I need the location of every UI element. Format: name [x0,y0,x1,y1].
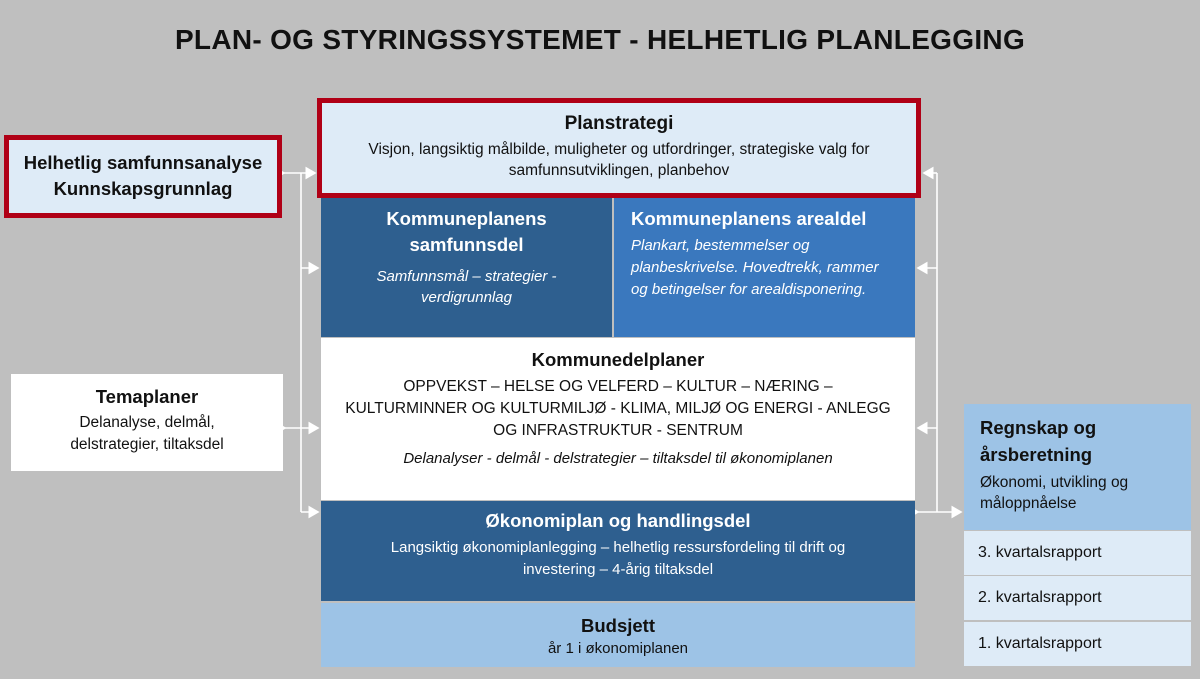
planstrategi-box [317,98,921,198]
kommunedelplaner-heading: Kommunedelplaner [531,349,705,370]
samfunnsdel-text: Samfunnsmål – strategier - verdigrunnlag [376,268,557,306]
okonomiplan-text: Langsiktig økonomiplanlegging – helhetlig ressursfordeling til drift og investering – 4-årig tiltaksdel [390,539,846,578]
regnskap-box [964,404,1191,530]
kvartalsrapport-1: 1. kvartalsrapport [964,622,1191,666]
samfunnsdel-box [321,198,612,337]
kommunedelplaner-box [321,338,915,500]
kommunedelplaner-text: OPPVEKST – HELSE OG VELFERD – KULTUR – NÆRING – KULTURMINNER OG KULTURMILJØ - KLIMA, MILJØ OG ENERGI - ANLEGG OG INFRASTRUKTUR - SENTRUM [345,378,891,439]
planstrategi-text: Visjon, langsiktig målbilde, muligheter og utfordringer, strategiske valg for samfunnsutviklingen, planbehov [368,141,870,179]
kvartalsrapport-2: 2. kvartalsrapport [964,576,1191,620]
samfunnsanalyse-line1: Helhetlig samfunnsanalyse [23,152,263,173]
kommunedelplaner-subtext: Delanalyser - delmål - delstrategier – tiltaksdel til økonomiplanen [403,450,833,467]
kvartalsrapport-3: 3. kvartalsrapport [964,531,1191,575]
arealdel-heading: Kommuneplanens arealdel [631,208,867,229]
okonomiplan-heading: Økonomiplan og handlingsdel [485,510,751,531]
samfunnsdel-heading: Kommuneplanens samfunnsdel [386,208,547,255]
temaplaner-heading: Temaplaner [95,386,199,407]
regnskap-text: Økonomi, utvikling og måloppnåelse [980,474,1129,512]
samfunnsanalyse-line2: Kunnskapsgrunnlag [53,178,233,199]
arealdel-box [614,198,915,337]
temaplaner-text: Delanalyse, delmål, delstrategier, tiltaksdel [70,414,224,453]
temaplaner-box [11,374,283,471]
regnskap-heading: Regnskap og årsberetning [980,417,1097,465]
diagram-title: PLAN- OG STYRINGSSYSTEMET - HELHETLIG PLANLEGGING [174,24,1026,55]
budsjett-box [321,603,915,667]
arealdel-text: Plankart, bestemmelser og planbeskrivelse. Hovedtrekk, rammer og betingelser for arealdisponering. [631,237,879,298]
budsjett-text: år 1 i økonomiplanen [547,640,689,657]
okonomiplan-box [321,501,915,601]
budsjett-heading: Budsjett [581,615,655,636]
samfunnsanalyse-box [4,135,282,218]
planstrategi-heading: Planstrategi [564,113,674,134]
